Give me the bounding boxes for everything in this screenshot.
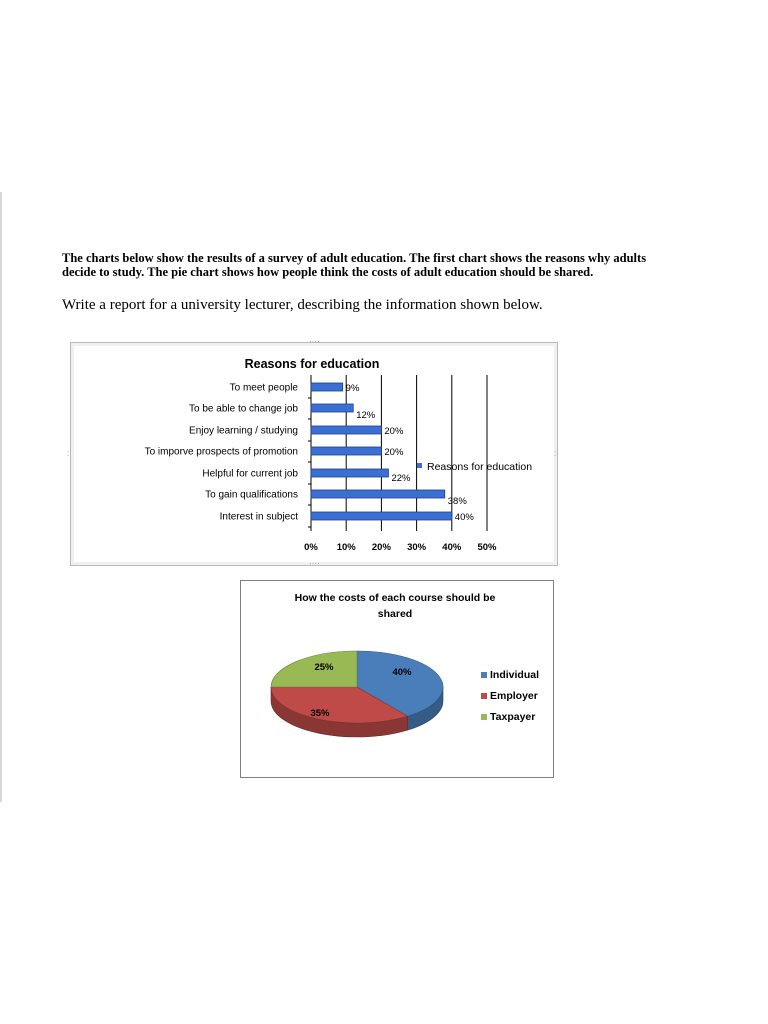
x-tick-label: 50% (477, 542, 497, 553)
pie-chart-title: How the costs of each course should be (294, 592, 496, 604)
pie-chart-title: shared (377, 608, 413, 620)
pie-legend-swatch (481, 693, 487, 699)
bar-value-label: 38% (447, 496, 467, 507)
prompt-line-1: The charts below show the results of a survey of adult education. The first chart shows the reasons why adults (62, 251, 647, 265)
pie-legend-label: Employer (490, 690, 538, 702)
bar-value-label: 20% (384, 426, 404, 437)
category-label: To meet people (229, 382, 298, 394)
x-tick-label: 20% (371, 542, 391, 553)
category-label: To be able to change job (189, 403, 298, 415)
pie-slice-label: 35% (310, 708, 330, 719)
task-instruction: Write a report for a university lecturer, describing the information shown below. (62, 297, 543, 313)
category-label: Enjoy learning / studying (189, 425, 298, 437)
pie-slice-label: 25% (314, 662, 334, 673)
bar-value-label: 9% (345, 383, 360, 394)
bar-value-label: 20% (384, 447, 404, 458)
resize-handle-right: : (554, 449, 557, 458)
category-label: Helpful for current job (202, 468, 298, 480)
category-label: To imporve prospects of promotion (144, 446, 298, 458)
category-label: Interest in subject (219, 511, 298, 523)
pie-legend-swatch (481, 672, 487, 678)
x-tick-label: 30% (407, 542, 427, 553)
legend-label: Reasons for education (427, 461, 533, 473)
pie-legend-label: Individual (490, 669, 540, 681)
bar-value-label: 22% (391, 473, 411, 484)
resize-handle-top: ···· (309, 337, 320, 346)
pie-legend-label: Taxpayer (490, 711, 536, 723)
bar-value-label: 40% (454, 512, 474, 523)
x-tick-label: 0% (304, 542, 318, 553)
bar-value-label: 12% (356, 410, 376, 421)
bar-chart-title: Reasons for education (244, 357, 380, 371)
x-tick-label: 40% (442, 542, 462, 553)
pie-legend-swatch (481, 714, 487, 720)
resize-handle-bottom: ···· (309, 559, 320, 568)
resize-handle-left: : (67, 449, 70, 458)
pie-slice-label: 40% (392, 667, 412, 678)
prompt-line-2: decide to study. The pie chart shows how people think the costs of adult education should be shared. (62, 265, 594, 279)
category-label: To gain qualifications (205, 489, 298, 501)
x-tick-label: 10% (336, 542, 356, 553)
